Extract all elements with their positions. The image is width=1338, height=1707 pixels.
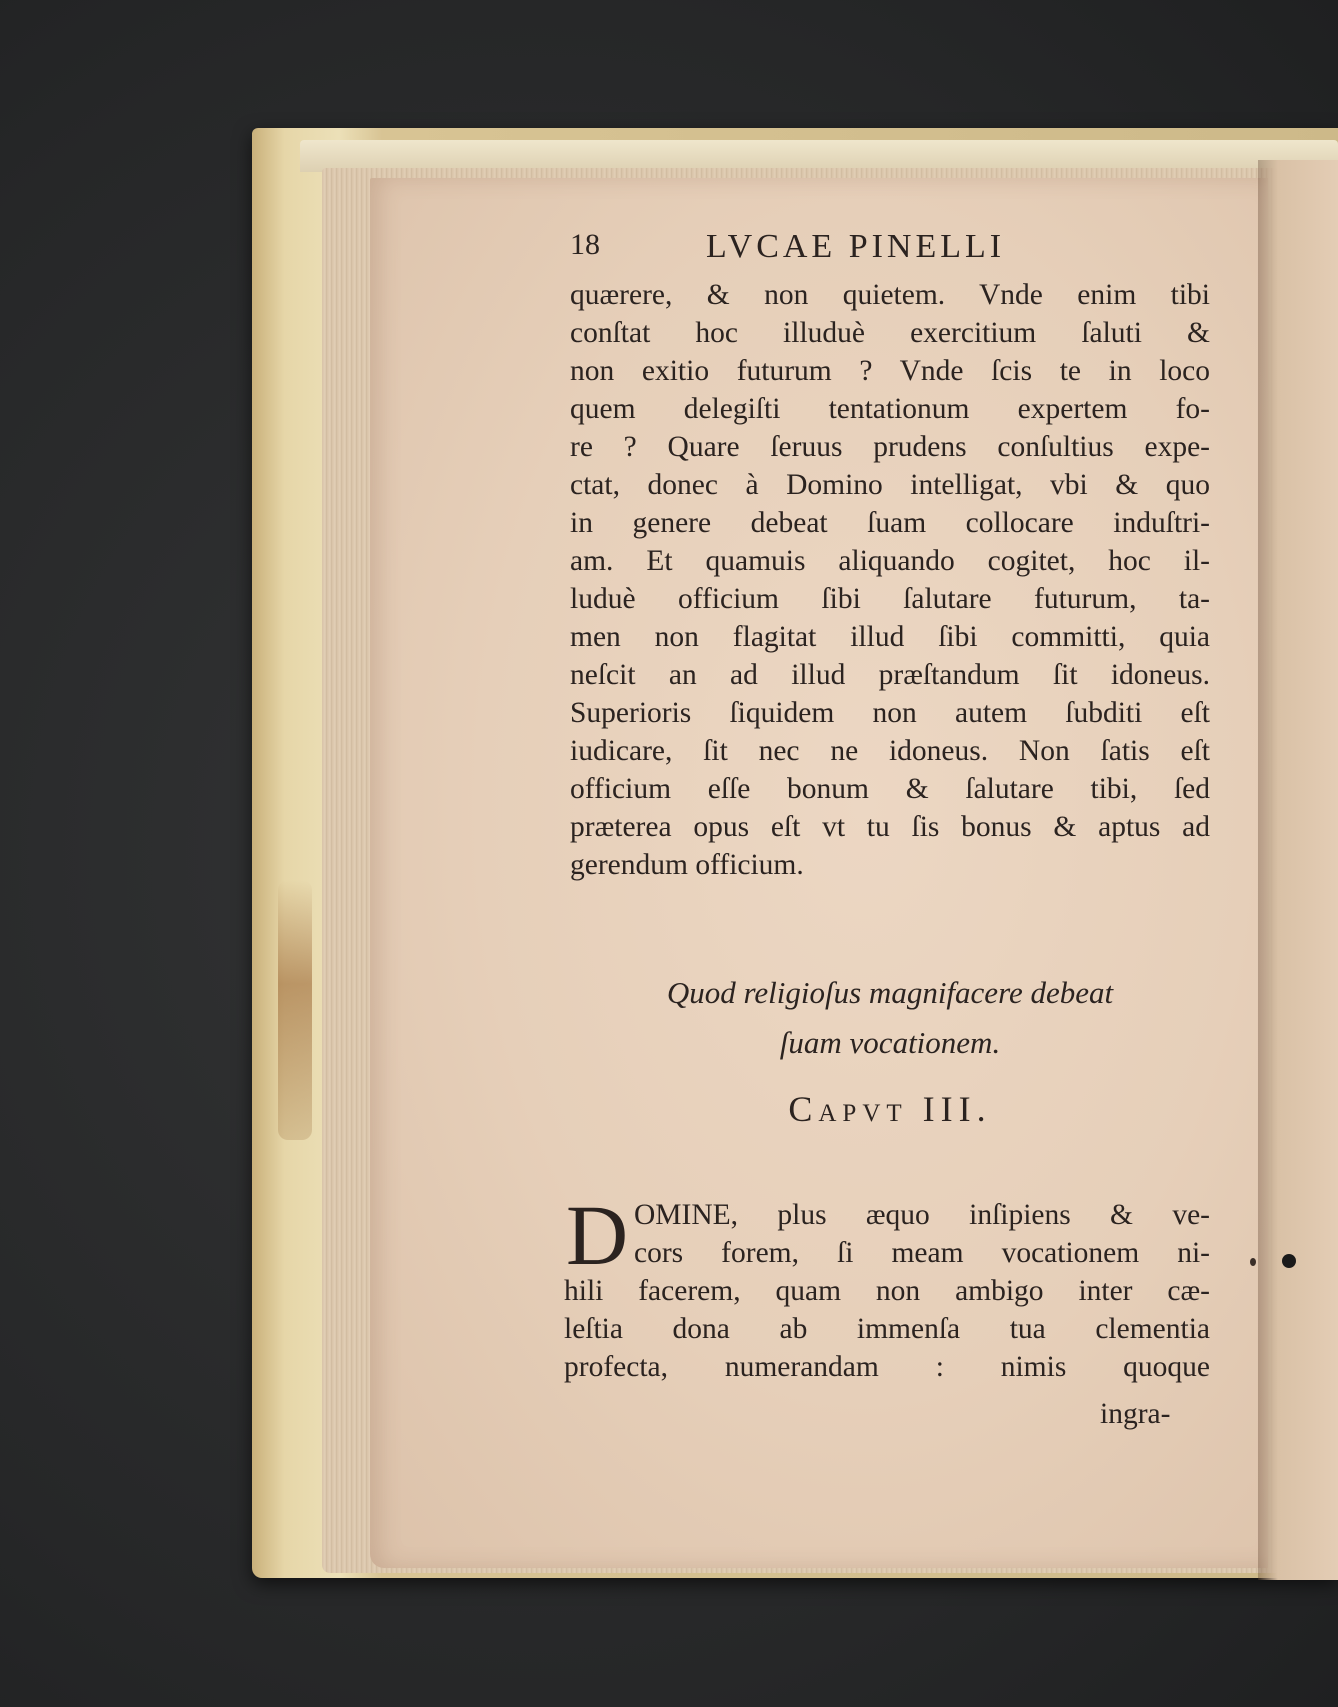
text-line: conſtat hoc illuduè exercitium ſaluti & (570, 317, 1210, 349)
text-line: gerendum officium. (570, 849, 804, 881)
spine-stain (278, 880, 312, 1140)
running-head (570, 228, 1170, 268)
folio-number: 18 (570, 228, 600, 261)
body-text (570, 276, 1210, 884)
text-line: officium eſſe bonum & ſalutare tibi, ſed (570, 773, 1210, 805)
text-line: re ? Quare ſeruus prudens conſultius expe- (570, 431, 1210, 463)
text-line: non exitio futurum ? Vnde ſcis te in loco (570, 355, 1210, 387)
text-line: Superioris ſiquidem non autem ſubditi eſt (570, 697, 1210, 729)
text-line: quem delegiſti tentationum expertem fo- (570, 393, 1210, 425)
text-line: quærere, & non quietem. Vnde enim tibi (570, 279, 1210, 311)
text-line: men non flagitat illud ſibi committi, quia (570, 621, 1210, 653)
chapter-heading (570, 1088, 1210, 1130)
section-heading (570, 968, 1210, 1068)
worm-hole (1250, 1258, 1256, 1266)
catchword: ingra- (1100, 1398, 1171, 1430)
text-line: ctat, donec à Domino intelligat, vbi & quo (570, 469, 1210, 501)
text-line: in genere debeat ſuam collocare induſtri- (570, 507, 1210, 539)
section-heading-line: Quod religioſus magnifacere debeat (666, 975, 1114, 1010)
running-head-title: LVCAE PINELLI (706, 228, 1006, 265)
text-line: OMINE, plus æquo inſipiens & ve- (634, 1199, 1210, 1231)
text-line: iudicare, ſit nec ne idoneus. Non ſatis eſt (570, 735, 1210, 767)
text-line: neſcit an ad illud præſtandum ſit idoneus. (570, 659, 1210, 691)
text-line: profecta, numerandam : nimis quoque (564, 1351, 1210, 1383)
drop-cap: D (566, 1187, 629, 1283)
text-line: am. Et quamuis aliquando cogitet, hoc il- (570, 545, 1210, 577)
text-line: hili facerem, quam non ambigo inter cæ- (564, 1275, 1210, 1307)
worm-hole (1282, 1254, 1296, 1268)
text-line: leſtia dona ab immenſa tua clementia (564, 1313, 1210, 1345)
book-gutter (1258, 160, 1338, 1580)
chapter-label: Capvt (788, 1089, 908, 1129)
section-heading-line: ſuam vocationem. (779, 1025, 1001, 1060)
text-line: luduè officium ſibi ſalutare futurum, ta- (570, 583, 1210, 615)
text-line: cors forem, ſi meam vocationem ni- (634, 1237, 1210, 1269)
chapter-number: III. (922, 1089, 992, 1129)
text-line: præterea opus eſt vt tu ſis bonus & aptus ad (570, 811, 1210, 843)
chapter-paragraph (564, 1196, 1210, 1386)
